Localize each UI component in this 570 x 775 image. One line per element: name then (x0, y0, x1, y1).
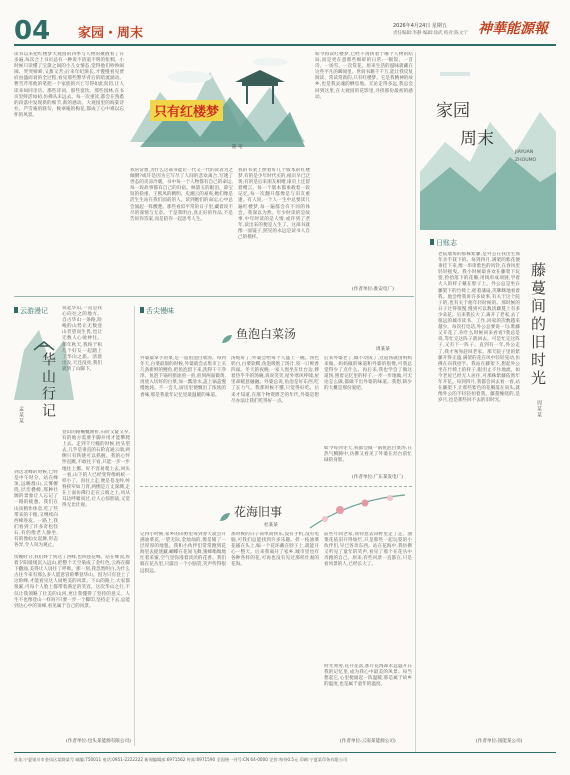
tag-marker-icon (140, 307, 144, 313)
huashan-col-c: 到达北峰的时候,已经是中午时分。站在峰顶,远眺群山,云雾缭绕,层峦叠嶂,那种壮阔的景象让人忘记了一路的疲惫。我们在山顶稍作休息,吃了些带来的干粮,又继续向西峰进发。一路上,我们看到了许多奇松怪石,有的像老人静坐,有的像仙女起舞,形态各异,令人叹为观止。 (14, 470, 58, 549)
fish-soup-affiliation: (作者单位:广东某发电厂) (352, 475, 404, 480)
huashan-tag (14, 306, 48, 316)
huashan-col-b: 登山的路蜿蜒曲折,石阶又陡又窄,有的地方需要手脚并用才能攀爬上去。走到千尺幢的时候,抬头望去,几乎是垂直的石阶直通云端,两侧只有铁链可以抓握。我的心怦怦直跳,不敢往下看,只能一步一步地往上挪。好不容易爬上去,回头一看,山下的人已经变得像蚂蚁一样小了。再往上走,便是苍龙岭,岭脊狭窄如刀背,两侧是万丈深渊,走在上面仿佛行走在云端之上,风从耳边呼啸而过,让人心惊胆战,又觉得无比壮观。 (62, 430, 130, 509)
fish-soup-author: 周某某 (376, 347, 390, 352)
tag-marker-icon (14, 307, 18, 313)
fish-soup-col-c: 后来外婆老了,做不动饭了,这道汤就由妈妈来做。妈妈做的味道和外婆的很像,可我总觉得少了点什么。再后来,我也学会了做这道汤,照着记忆里的样子,一步一步地做,可无论怎么做,都做不出外婆的味道。我想,缺少的大概是那份爱吧。 (324, 356, 412, 392)
fish-soup-tag-label: 舌尖慢味 (146, 307, 174, 315)
right-column-title: 藤蔓间的旧时光 (529, 262, 547, 388)
leaf-icon (222, 328, 232, 336)
top-article-col-1: 读书以来把红楼梦大观园的四季与人物的聚散看了许多遍,每次合上书页总有一种说不清道不明的怅惘。小时候只读懂了宝黛之间的小儿女情态,觉得他们吵吵闹闹、哭哭啼啼,又甜又苦;后来年纪渐长,才慢慢看见贾府由盛而衰的全过程,看见那些繁华背后的暗流涌动。曹雪芹用他的笔把一个家族的兴亡写得如此真切,让人读来如同亲历。那些诗词、那些宴饮、那些园林,在书页里鲜活如初,仿佛从未远去。每一次重读,都会在熟悉的段落中发现新的细节,新的感动。大观园里的海棠诗社、芦雪庵的联句、栊翠庵的梅花,都成了心中难以忘怀的风景。 (14, 52, 124, 118)
section-title: 家园・周末 (78, 26, 144, 41)
banner-title-2: 周末 (460, 129, 494, 149)
footer-rule (14, 752, 556, 753)
flower-sea-author: 杜某某 (264, 523, 278, 528)
page-number: 04 (14, 16, 51, 46)
flower-sea-col-c: 前些年回老家,我特意去田野里走了走。油菜花依旧开得灿烂,只是那些一起玩耍的小伙伴们,早已各奔东西。站在花海中,我仿佛又听见了童年的笑声,看见了那个在花丛中奔跑的自己。原来,有些风景一直都在,只是看风景的人,已经长大了。 (324, 532, 412, 568)
huashan-title: 华山行记 (40, 352, 56, 420)
red-chamber-illustration (130, 52, 305, 162)
top-article-affiliation: (作者单位:淮安电厂) (352, 287, 394, 292)
top-article-col-3: 我的书架上摆着好几个版本的红楼梦,有的是少年时代买的,纸页早已泛黄;有的是后来朋友相赠,扉页上还留着赠言。每一个版本都承载着一段记忆,每一次翻开都像是与旧友重逢。有人说,一个人一生中总要读几遍红楼梦,每一遍都会有不同的体会。我深以为然。年少时读的是故事,中年时读的是人情,或许到了老年,读出来的便是人生了。这部书就像一面镜子,照见的永远是读书人自己的模样。 (238, 168, 310, 241)
fish-soup-col-d: 如今每到冬天,我都会做一锅鱼泡白菜汤,在热气腾腾中,仿佛又看见了外婆在灶台前忙碌的身影。 (324, 446, 412, 464)
fish-soup-tag (140, 306, 174, 316)
flower-sea-col-a: 记得小时候,家乡的田野里每到春天就会开满油菜花,一望无际,金灿灿的,像是铺了一层厚厚的地毯。我和小伙伴们常常跑到花海里去捉迷藏,蝴蝶在花间飞舞,蜜蜂嗡嗡地忙着采蜜,空气里弥漫着淡淡的花香。我们躲在花丛里,只露出一个小脑袋,笑声传得很远很远。 (140, 532, 226, 574)
side-banner (420, 52, 556, 230)
fish-soup-col-a: 外婆最拿手的菜,是一道鱼泡白菜汤。每到冬天,白菜最甜的时候,外婆就会去集市上买几条新鲜的鲤鱼,把鱼泡留下来,洗得干干净净。鱼泡下锅用猪油煎一煎,煎到两面微黄,再放入切好的白菜,加一瓢清水,盖上锅盖慢慢地炖。不一会儿,厨房里便飘出了浓浓的香味,那是我童年记忆里最温暖的味道。 (140, 356, 226, 398)
flower-sea-col-b: 那时候的日子简单而快乐,没有手机,没有电脑,可我们总能找到许多乐趣。折一枝油菜花插在头上,编一个花环戴在脖子上,就能开心一整天。后来我离开了家乡,城市里也有各种各样的花,可再也没有见过那样壮观的花海。 (231, 532, 319, 568)
flower-illustration (300, 490, 410, 530)
flower-sea-affiliation: (作者单位:云南某能源公司) (340, 739, 396, 744)
right-column-affiliation: (作者单位:国能某公司) (476, 739, 523, 744)
mid-rule (140, 486, 412, 487)
left-divider (134, 306, 135, 746)
huashan-col-d: 傍晚时分,我们终于到达了西峰,也叫莲花峰。站在峰顶,看着夕阳缓缓沉入远山,把整个天空染成了金红色,云海在脚下翻涌,美得让人屏住了呼吸。那一刻,我忽然明白,为什么古往今来有那么多人愿意冒险攀登华山。因为只有登上了这险峰,才能看见这人间绝美的风景。下山的路上,大家都很累,可每个人脸上都带着满足的笑容。这次华山之行,不仅让我领略了壮美的山河,更让我懂得了坚持的意义。人生不也像登山一样吗?只要一步一个脚印,坚持走下去,总能到达心中的顶峰,看见属于自己的风景。 (14, 555, 130, 609)
huashan-affiliation: (作者单位:包头某能源有限公司) (66, 739, 131, 744)
right-divider (415, 52, 416, 752)
huashan-author: 孟某某 (18, 406, 24, 424)
banner-pinyin-1: JIAYUAN (515, 150, 534, 155)
right-column-tag (430, 238, 457, 248)
huashan-col-a: 说起华山,一直是我心向往之的地方。自古华山一条路,险峻的山势让无数登山者望而生畏,也让无数人心驰神往。那年秋天,我终于和几个好友一起踏上了华山之旅。清晨出发,天还没亮,我们就到了山脚下。 (62, 306, 102, 372)
illustration-title: 只有红楼梦 (150, 100, 223, 121)
fish-soup-title: 鱼泡白菜汤 (236, 327, 297, 341)
flower-branch-icon (300, 490, 410, 530)
masthead-rule (14, 44, 556, 46)
section-rule (14, 296, 414, 297)
flower-sea-col-d: 时光匆匆,花开花落,那片花海却永远盛开在我的记忆里,成为我心中最美的风景。每当想起它,心里便涌起一阵温暖,那是属于故乡的温度,也是属于童年的温度。 (324, 664, 412, 688)
banner-pinyin-2: ZHOUMO (515, 158, 537, 163)
footer-text: 社址:宁夏银川市金凤区某路某号 邮编:750011 电话:0951-2222222 新闻编辑部:6971562 传真:6971590 全国统一刊号:CN 64-0000 定价:每份0.5元 印刷:宁夏某印务有限公司 (14, 757, 348, 762)
top-article-col-4: 如今再读红楼梦,已经不再执着于哪个人物的结局,而是更在意那些细碎的日常:一顿饭、一首诗、一场雪、一次赏花。原来生活的滋味就藏在这些平凡的瞬间里。世间书籍千千万,能让我反复阅读、常读常新的,只有红楼梦。它是我精神的故乡,也是我灵魂的栖息地。无论走得多远,我总会回到这里,在大观园的花影里,寻找那份最初的感动。 (315, 52, 413, 100)
staff-line: 责任编辑:李静 编辑:徐武 校对:陈文宁 (393, 31, 468, 36)
huashan-tag-label: 云游漫记 (20, 307, 48, 315)
tag-marker-icon (430, 239, 434, 245)
right-column-body: 老院墙角的那株紫藤,是外公在我出生那年亲手栽下的。每到四月,满架的紫花便垂挂下来,像一串串紫色的风铃,在春风里轻轻摇曳。我小时候最喜欢在藤架下玩耍,捡拾落下的花瓣,用线串成项链,学着大人的样子戴在脖子上。外公总是坐在藤架下的竹椅上,摇着蒲扇,笑眯眯地看着我。他会给我讲许多故事,有关于这个院子的,也有关于他年轻时候的。那时候的日子过得很慢,慢到可以数清藤蔓上有多少朵花。后来我长大了,离开了老家,去了很远的城市读书、工作,回家的次数越来越少。每次打电话,外公总要说一句:紫藤又开花了,你什么时候回来看看?我总是说,等忙完这阵子就回去。可是忙完这阵子,又有下一阵子。直到有一年,外公走了,我才匆匆赶回老家。那天院子里的紫藤开得正盛,满架的花在风中轻轻晃动,仿佛在向我招手。我站在藤架下,想起外公坐在竹椅上的样子,眼泪止不住地流。如今老屋已经无人居住,可那株紫藤依然年年开花。每到四月,我都会回去看一看,站在藤架下,让那些紫色的花瓣落在肩头,就像外公的手轻轻拍着我。藤蔓缠绕的,是岁月,也是那些回不去的旧时光。 (438, 252, 520, 404)
top-article-col-2: 我常常想,为什么这部书能让一代又一代的读者为之倾倒?或许是因为它写尽了人间的悲欢离合,写透了世态的炎凉冷暖。书中每一个人物都有自己的命运,每一段故事都有自己的归宿。林黛玉的眼泪、薛宝钗的稳重、王熙凤的精明、史湘云的豪爽,她们像是活生生站在我们面前的人。读到她们的命运,心中总会涌起一阵酸楚。那些看似平常的日子里,藏着说不尽的深情与无奈。于是我明白,真正好的作品,不是告诉你答案,而是陪你一起思考人生。 (130, 168, 233, 222)
paper-name-logo: 神華能源報 (478, 21, 548, 37)
flower-sea-title: 花海旧事 (234, 505, 283, 519)
illustration-caption: 随 笔 (232, 145, 243, 150)
banner-title-1: 家园 (436, 101, 470, 121)
right-column-tag-label: 日账志 (436, 239, 457, 247)
date-line: 2026年4月24日 星期五 (393, 23, 447, 29)
flower-leaf-icon (220, 506, 230, 514)
right-column-author: 周某某 (536, 400, 542, 418)
fish-soup-col-b: 汤炖好了,外婆会给每个人盛上一碗。汤色奶白,白菜软糯,鱼泡吸饱了汤汁,咬一口鲜香四溢。冬天的夜晚,一家人围坐在灶台边,捧着热乎乎的汤碗,说说笑笑,屋外寒风呼啸,屋里却暖意融融。外婆总说,鱼泡是好东西,吃了长力气。我那时候不懂,只觉得好吃。后来才知道,在那个物资匮乏的年代,外婆是想尽办法让我们吃得好一点。 (231, 356, 319, 404)
